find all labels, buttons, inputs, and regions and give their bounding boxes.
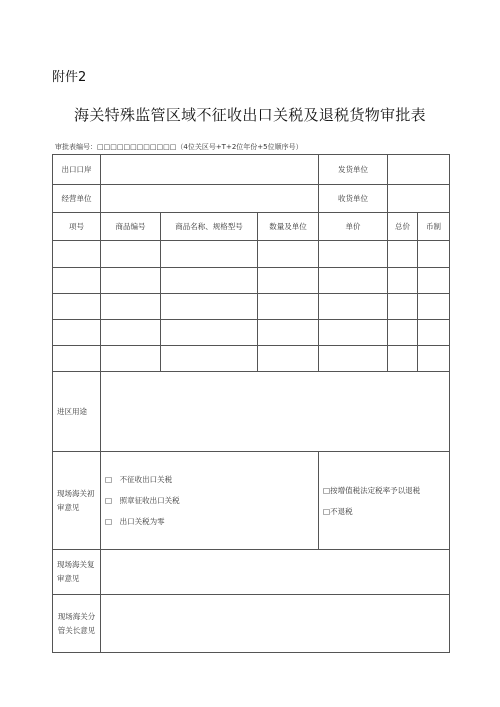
table-cell[interactable] bbox=[388, 320, 418, 346]
col-header-item-no: 项号 bbox=[53, 213, 101, 241]
page-title: 海关特殊监管区域不征收出口关税及退税货物审批表 bbox=[74, 106, 426, 124]
table-cell[interactable] bbox=[53, 294, 101, 320]
option-zero-export-duty[interactable]: □ 出口关税为零 bbox=[105, 517, 165, 526]
table-cell[interactable] bbox=[258, 268, 319, 294]
table-row bbox=[53, 320, 450, 346]
col-header-product-code: 商品编号 bbox=[101, 213, 161, 241]
table-cell[interactable] bbox=[418, 294, 450, 320]
attachment-label: 附件2 bbox=[52, 70, 87, 85]
table-cell[interactable] bbox=[53, 320, 101, 346]
receiver-label: 收货单位 bbox=[319, 185, 388, 213]
table-cell[interactable] bbox=[161, 346, 258, 372]
re-review-value[interactable] bbox=[101, 550, 450, 595]
table-cell[interactable] bbox=[319, 294, 388, 320]
col-header-product-name: 商品名称、规格型号 bbox=[161, 213, 258, 241]
export-port-value[interactable] bbox=[101, 155, 319, 185]
export-port-label: 出口口岸 bbox=[53, 155, 101, 185]
table-cell[interactable] bbox=[258, 346, 319, 372]
operator-value[interactable] bbox=[101, 185, 319, 213]
table-cell[interactable] bbox=[258, 241, 319, 268]
chief-review-value[interactable] bbox=[101, 595, 450, 653]
chief-review-label-line2: 管关长意见 bbox=[57, 625, 96, 635]
table-cell[interactable] bbox=[161, 268, 258, 294]
table-cell[interactable] bbox=[388, 294, 418, 320]
table-cell[interactable] bbox=[388, 346, 418, 372]
table-cell[interactable] bbox=[258, 294, 319, 320]
shipper-label: 发货单位 bbox=[319, 155, 388, 185]
initial-review-label-line1: 现场海关初 bbox=[57, 488, 95, 498]
usage-value[interactable] bbox=[101, 372, 450, 452]
table-row bbox=[53, 241, 450, 268]
table-cell[interactable] bbox=[161, 294, 258, 320]
table-cell[interactable] bbox=[319, 346, 388, 372]
table-cell[interactable] bbox=[258, 320, 319, 346]
initial-review-label-line2: 审意见 bbox=[57, 502, 80, 512]
option-no-refund[interactable]: □不退税 bbox=[323, 506, 353, 516]
table-cell[interactable] bbox=[319, 268, 388, 294]
col-header-total-price: 总价 bbox=[388, 213, 418, 241]
table-cell[interactable] bbox=[388, 241, 418, 268]
initial-review-right-options bbox=[319, 452, 450, 550]
table-cell[interactable] bbox=[319, 320, 388, 346]
table-row bbox=[53, 346, 450, 372]
col-header-quantity: 数量及单位 bbox=[258, 213, 319, 241]
table-cell[interactable] bbox=[418, 346, 450, 372]
chief-review-label-line1: 现场海关分 bbox=[57, 611, 96, 621]
chief-review-label bbox=[53, 595, 101, 653]
table-cell[interactable] bbox=[101, 268, 161, 294]
option-levy-export-duty[interactable]: □ 照章征收出口关税 bbox=[105, 496, 180, 505]
option-vat-refund[interactable]: □按增值税法定税率予以退税 bbox=[323, 485, 421, 495]
table-cell[interactable] bbox=[319, 241, 388, 268]
operator-label: 经营单位 bbox=[53, 185, 101, 213]
table-cell[interactable] bbox=[418, 241, 450, 268]
option-no-export-duty[interactable]: □ 不征收出口关税 bbox=[105, 475, 173, 484]
re-review-label-line2: 审意见 bbox=[57, 574, 80, 583]
table-cell[interactable] bbox=[53, 346, 101, 372]
table-cell[interactable] bbox=[53, 241, 101, 268]
table-row bbox=[53, 268, 450, 294]
approval-form-table bbox=[52, 154, 450, 653]
initial-review-left-options bbox=[101, 452, 319, 550]
initial-review-label bbox=[53, 452, 101, 550]
table-cell[interactable] bbox=[388, 268, 418, 294]
table-cell[interactable] bbox=[101, 294, 161, 320]
table-cell[interactable] bbox=[161, 241, 258, 268]
approval-number-line: 审批表编号：□□□□□□□□□□□□（4位关区号+T+2位年份+5位顺序号） bbox=[55, 143, 303, 151]
col-header-unit-price: 单价 bbox=[319, 213, 388, 241]
table-cell[interactable] bbox=[101, 320, 161, 346]
table-cell[interactable] bbox=[53, 268, 101, 294]
re-review-label-line1: 现场海关复 bbox=[57, 560, 95, 569]
table-row bbox=[53, 294, 450, 320]
usage-label: 进区用途 bbox=[53, 372, 101, 452]
table-cell[interactable] bbox=[161, 320, 258, 346]
table-cell[interactable] bbox=[101, 346, 161, 372]
re-review-label bbox=[53, 550, 101, 595]
col-header-currency: 币制 bbox=[418, 213, 450, 241]
receiver-value[interactable] bbox=[388, 185, 450, 213]
shipper-value[interactable] bbox=[388, 155, 450, 185]
table-cell[interactable] bbox=[101, 241, 161, 268]
table-cell[interactable] bbox=[418, 320, 450, 346]
table-cell[interactable] bbox=[418, 268, 450, 294]
